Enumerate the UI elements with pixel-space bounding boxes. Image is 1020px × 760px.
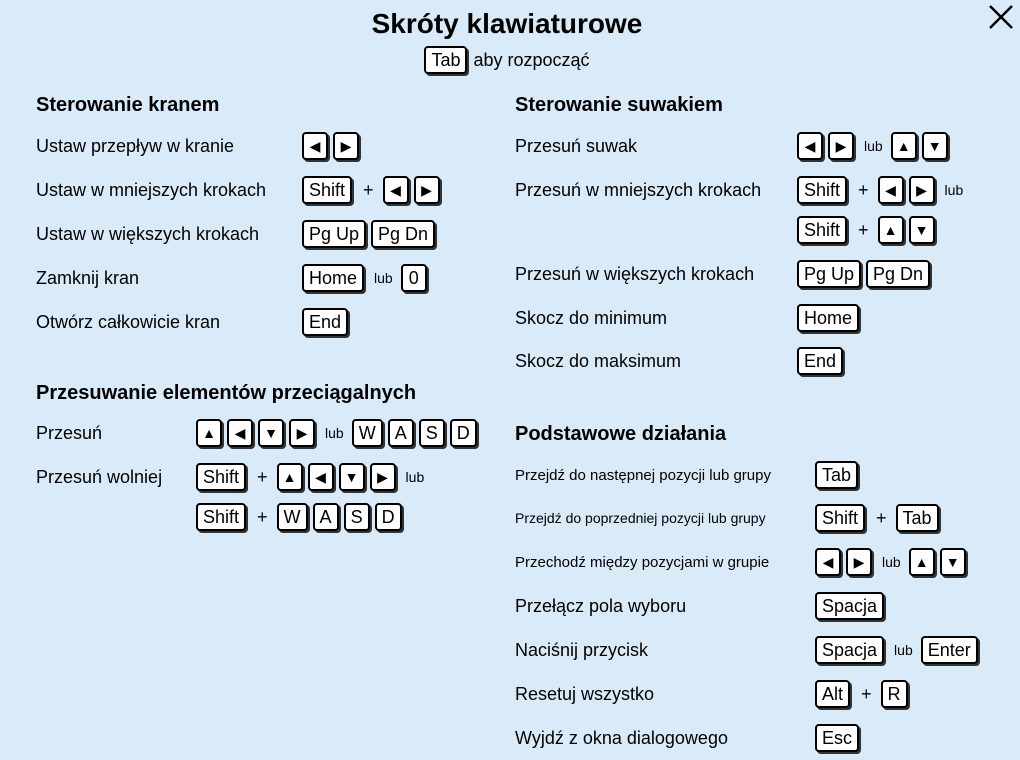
slider-row-max (515, 347, 1005, 375)
left-arrow-key: ◀ (383, 176, 409, 204)
left-arrow-key: ◀ (797, 132, 823, 160)
basic-row-label: Przechodź między pozycjami w grupie (515, 553, 770, 571)
faucet-row-label: Otwórz całkowicie kran (36, 311, 221, 332)
right-arrow-key: ▶ (289, 419, 315, 447)
tab-key: Tab (424, 46, 467, 74)
zero-key: 0 (401, 264, 427, 292)
right-arrow-key: ▶ (333, 132, 359, 160)
slider-row-move (515, 132, 1005, 160)
page-down-key: Pg Dn (371, 220, 435, 248)
or-separator: lub (864, 138, 883, 154)
faucet-row-label: Ustaw w większych krokach (36, 223, 260, 244)
left-arrow-key: ◀ (302, 132, 328, 160)
or-separator: lub (374, 270, 393, 286)
slider-heading: Sterowanie suwakiem (515, 94, 723, 116)
slider-row-label: Skocz do maksimum (515, 350, 682, 371)
basic-row-next (515, 461, 1005, 489)
s-key: S (344, 503, 370, 531)
drag-row-slow (36, 463, 496, 491)
slider-section (515, 93, 723, 117)
dialog-subtitle (0, 46, 1014, 74)
drag-heading: Przesuwanie elementów przeciągalnych (36, 382, 417, 404)
basic-row-checkbox (515, 592, 1005, 620)
right-arrow-key: ▶ (414, 176, 440, 204)
slider-row-small-vertical (515, 216, 1005, 244)
space-key: Spacja (815, 592, 884, 620)
w-key: W (277, 503, 308, 531)
or-separator: lub (882, 554, 901, 570)
right-arrow-key: ▶ (370, 463, 396, 491)
faucet-row-close (36, 264, 496, 292)
shift-key: Shift (196, 463, 246, 491)
basic-row-label: Naciśnij przycisk (515, 639, 649, 660)
slider-row-small (515, 176, 1005, 204)
or-separator: lub (944, 182, 964, 198)
faucet-heading: Sterowanie kranem (36, 94, 220, 116)
shift-key: Shift (797, 216, 847, 244)
basic-row-label: Resetuj wszystko (515, 683, 655, 704)
shift-key: Shift (302, 176, 352, 204)
subtitle-text: aby rozpocząć (473, 49, 590, 70)
slider-row-label: Przesuń suwak (515, 135, 638, 156)
basic-heading: Podstawowe działania (515, 423, 727, 445)
s-key: S (419, 419, 445, 447)
slider-row-label: Przesuń w mniejszych krokach (515, 179, 762, 200)
home-key: Home (797, 304, 859, 332)
page-up-key: Pg Up (797, 260, 861, 288)
or-separator: lub (405, 469, 425, 485)
dialog-title: Skróty klawiaturowe (371, 8, 643, 39)
tab-key: Tab (896, 504, 939, 532)
close-icon (988, 4, 1014, 30)
drag-row-slow-wasd (36, 503, 496, 531)
drag-row-label: Przesuń wolniej (36, 466, 163, 487)
plus-sign: + (861, 683, 872, 704)
plus-sign: + (876, 507, 887, 528)
space-key: Spacja (815, 636, 884, 664)
close-button[interactable] (988, 4, 1014, 30)
plus-sign: + (858, 219, 869, 240)
r-key: R (881, 680, 908, 708)
basic-row-label: Przejdź do następnej pozycji lub grupy (515, 466, 771, 484)
up-arrow-key: ▲ (277, 463, 303, 491)
up-arrow-key: ▲ (196, 419, 222, 447)
down-arrow-key: ▼ (258, 419, 284, 447)
faucet-row-open (36, 308, 496, 336)
basic-row-reset (515, 680, 1005, 708)
left-arrow-key: ◀ (227, 419, 253, 447)
slider-row-label: Skocz do minimum (515, 307, 668, 328)
faucet-row-small (36, 176, 496, 204)
basic-row-label: Wyjdź z okna dialogowego (515, 727, 728, 748)
up-arrow-key: ▲ (909, 548, 935, 576)
escape-key: Esc (815, 724, 859, 752)
shift-key: Shift (815, 504, 865, 532)
faucet-row-label: Ustaw przepływ w kranie (36, 135, 235, 156)
drag-section (36, 381, 416, 405)
plus-sign: + (257, 506, 268, 527)
tab-key: Tab (815, 461, 858, 489)
page-down-key: Pg Dn (866, 260, 930, 288)
up-arrow-key: ▲ (891, 132, 917, 160)
basic-row-press (515, 636, 1005, 664)
basic-row-label: Przełącz pola wyboru (515, 595, 687, 616)
end-key: End (797, 347, 843, 375)
or-separator: lub (894, 642, 913, 658)
left-arrow-key: ◀ (878, 176, 904, 204)
basic-row-group (515, 548, 1005, 576)
plus-sign: + (858, 179, 869, 200)
down-arrow-key: ▼ (909, 216, 935, 244)
basic-row-label: Przejdź do poprzedniej pozycji lub grupy (515, 510, 766, 526)
slider-row-label: Przesuń w większych krokach (515, 263, 755, 284)
basic-row-prev (515, 504, 1005, 532)
down-arrow-key: ▼ (922, 132, 948, 160)
enter-key: Enter (921, 636, 978, 664)
slider-row-large (515, 260, 1005, 288)
or-separator: lub (325, 425, 344, 441)
d-key: D (375, 503, 402, 531)
end-key: End (302, 308, 348, 336)
drag-row-move (36, 419, 496, 447)
faucet-row-label: Ustaw w mniejszych krokach (36, 179, 267, 200)
plus-sign: + (257, 466, 268, 487)
page-up-key: Pg Up (302, 220, 366, 248)
home-key: Home (302, 264, 364, 292)
drag-row-label: Przesuń (36, 422, 103, 443)
basic-section (515, 422, 726, 446)
left-arrow-key: ◀ (815, 548, 841, 576)
left-arrow-key: ◀ (308, 463, 334, 491)
right-arrow-key: ▶ (909, 176, 935, 204)
d-key: D (450, 419, 477, 447)
slider-row-min (515, 304, 1005, 332)
faucet-row-flow (36, 132, 496, 160)
down-arrow-key: ▼ (339, 463, 365, 491)
faucet-section (36, 93, 219, 117)
basic-row-exit (515, 724, 1005, 752)
a-key: A (313, 503, 339, 531)
shift-key: Shift (797, 176, 847, 204)
plus-sign: + (363, 179, 374, 200)
up-arrow-key: ▲ (878, 216, 904, 244)
right-arrow-key: ▶ (828, 132, 854, 160)
shift-key: Shift (196, 503, 246, 531)
a-key: A (388, 419, 414, 447)
right-arrow-key: ▶ (846, 548, 872, 576)
w-key: W (352, 419, 383, 447)
down-arrow-key: ▼ (940, 548, 966, 576)
alt-key: Alt (815, 680, 850, 708)
faucet-row-large (36, 220, 496, 248)
faucet-row-label: Zamknij kran (36, 267, 140, 288)
